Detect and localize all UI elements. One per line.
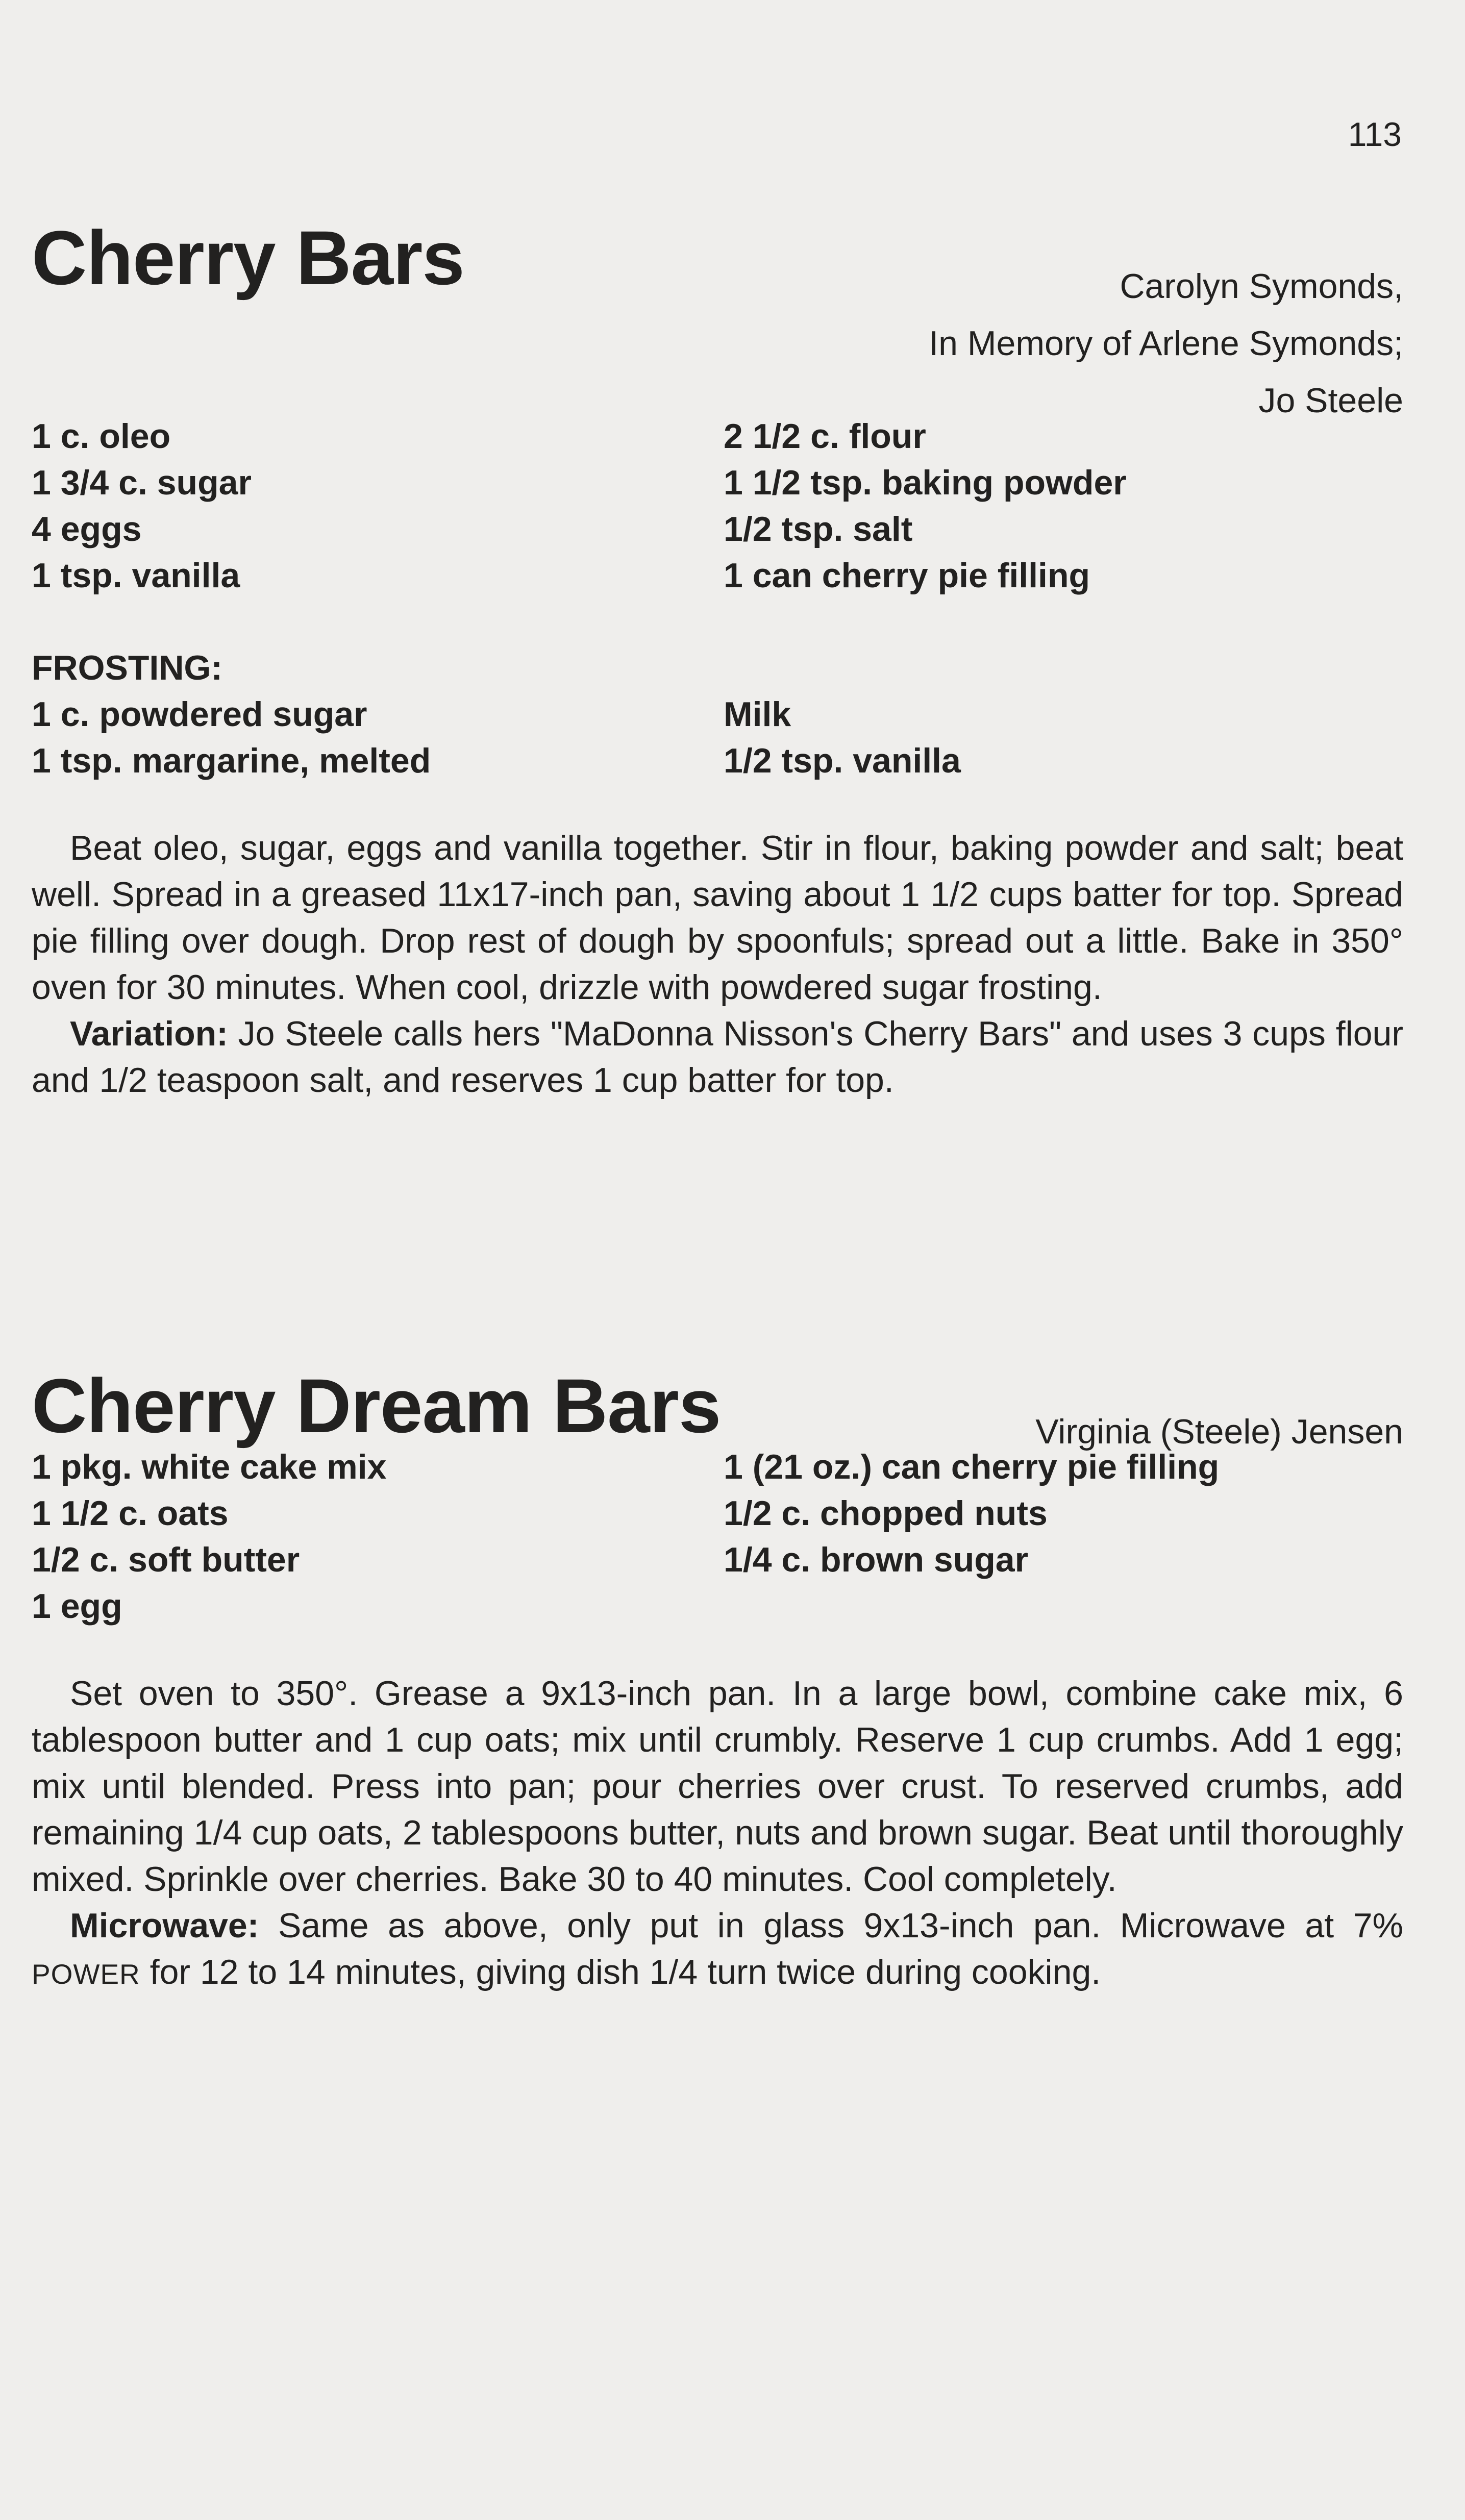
recipe-title: Cherry Dream Bars: [32, 1363, 721, 1449]
microwave-text: Same as above, only put in glass 9x13-inch pan. Microwave at 7%: [278, 1906, 1403, 1945]
recipe-cherry-bars: [32, 215, 1403, 1104]
directions-block: [32, 1670, 1403, 1998]
microwave-paragraph: [32, 1903, 1403, 1998]
ingredient-item: 1 1/2 c. oats: [32, 1494, 229, 1533]
directions-paragraph: [32, 1670, 1403, 1903]
ingredient-item: 1 tsp. vanilla: [32, 556, 240, 595]
ingredient-list: [32, 413, 1403, 599]
ingredient-column-right: [724, 691, 961, 784]
ingredient-item: 1/2 c. chopped nuts: [724, 1494, 1048, 1533]
ingredient-item: 1/4 c. brown sugar: [724, 1540, 1029, 1579]
ingredient-item: 1 3/4 c. sugar: [32, 463, 252, 502]
directions-block: [32, 825, 1403, 1104]
microwave-label: Microwave:: [70, 1906, 259, 1945]
directions-text: Beat oleo, sugar, eggs and vanilla together. Stir in flour, baking powder and salt; beat well. Spread in a greased 11x17-inch pan, saving about 1 1/2 cups batter for top. Spread pie filling over dough. Drop rest of dough by spoonfuls; spread out a little. Bake in 350° oven for 30 minutes. When cool, drizzle with powdered sugar frosting.: [32, 829, 1403, 1007]
recipe-cherry-dream-bars: [32, 1363, 1403, 1998]
frosting-section: [32, 645, 1403, 784]
ingredient-list: [32, 1444, 1403, 1630]
contributor-line: Virginia (Steele) Jensen: [1035, 1412, 1403, 1451]
ingredient-item: 1 1/2 tsp. baking powder: [724, 463, 1127, 502]
ingredient-column-right: [724, 1444, 1219, 1630]
frosting-label: FROSTING:: [32, 648, 222, 687]
ingredient-column-left: [32, 691, 724, 784]
recipe-header: [32, 1363, 1403, 1451]
contributor-line: In Memory of Arlene Symonds;: [929, 324, 1403, 363]
variation-label: Variation:: [70, 1014, 228, 1053]
frosting-ingredient-list: [32, 691, 1403, 784]
ingredient-item: 1 can cherry pie filling: [724, 556, 1090, 595]
ingredient-item: 1/2 c. soft butter: [32, 1540, 300, 1579]
ingredient-item: 1 tsp. margarine, melted: [32, 741, 431, 780]
contributor-line: Carolyn Symonds,: [1120, 267, 1403, 306]
directions-paragraph: [32, 825, 1403, 1011]
ingredient-item: Milk: [724, 695, 791, 734]
directions-text: Set oven to 350°. Grease a 9x13-inch pan. In a large bowl, combine cake mix, 6 tablespoon butter and 1 cup oats; mix until crumbly. Reserve 1 cup crumbs. Add 1 egg; mix until blended. Press into pan; pour cherries over crust. To reserved crumbs, add remaining 1/4 cup oats, 2 tablespoons butter, nuts and brown sugar. Beat until thoroughly mixed. Sprinkle over cherries. Bake 30 to 40 minutes. Cool completely.: [32, 1674, 1403, 1899]
ingredient-item: 1/2 tsp. vanilla: [724, 741, 961, 780]
ingredient-item: 4 eggs: [32, 510, 142, 548]
page-number: 113: [1348, 115, 1402, 153]
variation-paragraph: [32, 1011, 1403, 1104]
microwave-power: POWER: [32, 1958, 140, 1990]
ingredient-item: 1/2 tsp. salt: [724, 510, 913, 548]
ingredient-item: 1 c. powdered sugar: [32, 695, 367, 734]
ingredient-column-left: [32, 413, 724, 599]
variation-text: Jo Steele calls hers "MaDonna Nisson's Cherry Bars" and uses 3 cups flour and 1/2 teaspoon salt, and reserves 1 cup batter for top.: [32, 1014, 1403, 1100]
recipe-title: Cherry Bars: [32, 215, 464, 301]
recipe-header: [32, 215, 1403, 420]
ingredient-column-right: [724, 413, 1127, 599]
ingredient-item: 1 c. oleo: [32, 417, 171, 456]
recipe-contributors: [929, 258, 1403, 429]
ingredient-item: 1 (21 oz.) can cherry pie filling: [724, 1448, 1220, 1486]
ingredient-item: 1 egg: [32, 1587, 122, 1626]
contributor-line: Jo Steele: [1258, 381, 1403, 420]
ingredient-item: 1 pkg. white cake mix: [32, 1448, 387, 1486]
ingredient-item: 2 1/2 c. flour: [724, 417, 926, 456]
ingredient-column-left: [32, 1444, 724, 1630]
microwave-text-end: for 12 to 14 minutes, giving dish 1/4 turn twice during cooking.: [150, 1953, 1101, 1991]
